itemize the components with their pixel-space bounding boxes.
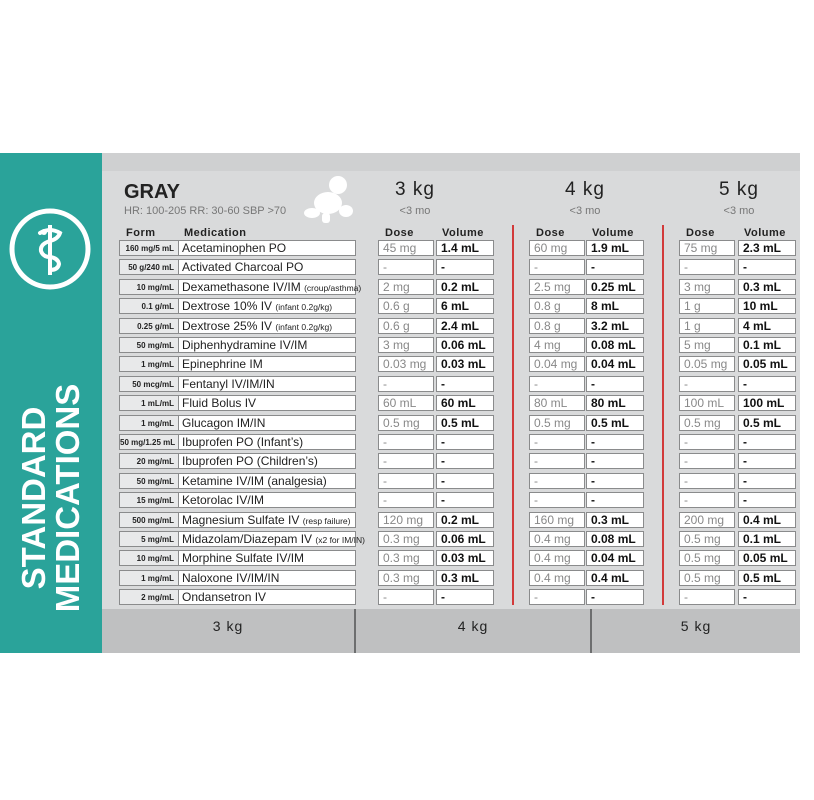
dose-cell: - xyxy=(529,376,585,392)
medication-card xyxy=(0,153,800,653)
dose-cell: 0.6 g xyxy=(378,318,434,334)
volume-cell: - xyxy=(586,259,644,275)
age-label: <3 mo xyxy=(399,205,431,217)
volume-cell: - xyxy=(436,492,494,508)
form-cell: 50 mg/1.25 mL xyxy=(119,434,179,450)
volume-cell: 80 mL xyxy=(586,395,644,411)
table-row xyxy=(0,415,800,432)
medication-cell xyxy=(178,589,356,605)
volume-cell: 0.5 mL xyxy=(436,415,494,431)
table-row xyxy=(0,259,800,276)
dose-cell: 0.5 mg xyxy=(378,415,434,431)
volume-cell: 0.08 mL xyxy=(586,531,644,547)
medication-name: Diphenhydramine IV/IM xyxy=(182,338,308,352)
dose-cell: 120 mg xyxy=(378,512,434,528)
volume-cell: - xyxy=(436,589,494,605)
footer-weight-4kg: 4 kg xyxy=(457,618,489,634)
form-cell: 0.25 g/mL xyxy=(119,318,179,334)
volume-cell: 0.2 mL xyxy=(436,279,494,295)
form-cell: 1 mg/mL xyxy=(119,415,179,431)
volume-cell: - xyxy=(586,376,644,392)
medication-name: Magnesium Sulfate IV xyxy=(182,512,300,527)
form-cell: 0.1 g/mL xyxy=(119,298,179,314)
dose-cell: - xyxy=(529,589,585,605)
table-row xyxy=(0,492,800,509)
medication-cell xyxy=(178,376,356,392)
table-row xyxy=(0,318,800,335)
volume-cell: - xyxy=(436,376,494,392)
volume-cell: 0.3 mL xyxy=(738,279,796,295)
volume-cell: 0.03 mL xyxy=(436,356,494,372)
dose-cell: - xyxy=(378,453,434,469)
volume-cell: 0.03 mL xyxy=(436,550,494,566)
dose-cell: 160 mg xyxy=(529,512,585,528)
medication-cell xyxy=(178,453,356,469)
volume-cell: - xyxy=(738,453,796,469)
medication-cell xyxy=(178,298,356,314)
dose-header: Dose xyxy=(686,227,715,239)
dose-cell: - xyxy=(679,492,735,508)
volume-cell: 100 mL xyxy=(738,395,796,411)
dose-cell: 0.05 mg xyxy=(679,356,735,372)
volume-cell: - xyxy=(586,589,644,605)
table-row xyxy=(0,589,800,606)
form-cell: 1 mg/mL xyxy=(119,356,179,372)
form-cell: 50 mg/mL xyxy=(119,473,179,489)
form-cell: 5 mg/mL xyxy=(119,531,179,547)
medication-name: Ibuprofen PO (Children’s) xyxy=(182,454,318,469)
volume-cell: - xyxy=(436,453,494,469)
medication-name: Fentanyl IV/IM/IN xyxy=(182,376,275,391)
medication-note: (infant 0.2g/kg) xyxy=(275,302,333,313)
table-row xyxy=(0,279,800,296)
dose-cell: 0.8 g xyxy=(529,318,585,334)
footer-weight-3kg: 3 kg xyxy=(212,618,244,634)
medication-note: (x2 for IM/IN) xyxy=(315,535,365,545)
dose-cell: 100 mL xyxy=(679,395,735,411)
dose-cell: - xyxy=(679,473,735,489)
volume-cell: 0.1 mL xyxy=(738,531,796,547)
dose-cell: 1 g xyxy=(679,318,735,334)
medication-name: Acetaminophen PO xyxy=(182,241,287,255)
header-band xyxy=(102,153,800,171)
dose-cell: 0.03 mg xyxy=(378,356,434,372)
medication-name: Ketamine IV/IM (analgesia) xyxy=(182,473,327,488)
form-cell: 1 mg/mL xyxy=(119,570,179,586)
dose-cell: - xyxy=(529,473,585,489)
dose-cell: - xyxy=(378,259,434,275)
medication-cell xyxy=(178,279,362,295)
medication-name: Dextrose 25% IV xyxy=(182,318,273,333)
medication-cell xyxy=(178,570,356,586)
dose-cell: 45 mg xyxy=(378,240,434,256)
volume-cell: - xyxy=(436,259,494,275)
medication-cell xyxy=(178,473,356,489)
form-cell: 50 mg/mL xyxy=(119,337,179,353)
form-cell: 15 mg/mL xyxy=(119,492,179,508)
dose-cell: - xyxy=(529,453,585,469)
form-cell: 1 mL/mL xyxy=(119,395,179,411)
volume-cell: - xyxy=(738,259,796,275)
medication-cell xyxy=(178,395,356,411)
medication-name: Ondansetron IV xyxy=(182,590,267,605)
medication-cell xyxy=(178,531,365,547)
age-label: <3 mo xyxy=(569,205,601,217)
table-row xyxy=(0,453,800,470)
table-row xyxy=(0,550,800,567)
volume-cell: 0.4 mL xyxy=(586,570,644,586)
volume-cell: 6 mL xyxy=(436,298,494,314)
volume-cell: 4 mL xyxy=(738,318,796,334)
volume-cell: 0.5 mL xyxy=(738,415,796,431)
volume-cell: - xyxy=(586,434,644,450)
medication-note: (croup/asthma) xyxy=(304,282,362,293)
medication-name: Fluid Bolus IV xyxy=(182,396,257,411)
form-cell: 160 mg/5 mL xyxy=(119,240,179,256)
volume-cell: - xyxy=(738,492,796,508)
dose-cell: 4 mg xyxy=(529,337,585,353)
dose-cell: - xyxy=(679,434,735,450)
medication-cell xyxy=(178,259,356,275)
volume-cell: 0.04 mL xyxy=(586,550,644,566)
dose-cell: 0.4 mg xyxy=(529,570,585,586)
dose-cell: 0.6 g xyxy=(378,298,434,314)
medication-cell xyxy=(178,356,356,372)
volume-cell: 0.05 mL xyxy=(738,356,796,372)
volume-cell: 8 mL xyxy=(586,298,644,314)
volume-cell: 0.1 mL xyxy=(738,337,796,353)
volume-cell: - xyxy=(436,434,494,450)
volume-cell: 1.4 mL xyxy=(436,240,494,256)
weight-label: 5 kg xyxy=(719,179,759,200)
dose-cell: - xyxy=(679,376,735,392)
medication-name: Morphine Sulfate IV/IM xyxy=(182,551,305,566)
volume-cell: - xyxy=(436,473,494,489)
footer-bar xyxy=(102,609,800,653)
medication-cell xyxy=(178,415,356,431)
volume-cell: 0.25 mL xyxy=(586,279,644,295)
dose-cell: 200 mg xyxy=(679,512,735,528)
vitals-text: HR: 100-205 RR: 30-60 SBP >70 xyxy=(124,205,287,217)
table-row xyxy=(0,473,800,490)
form-cell: 50 mcg/mL xyxy=(119,376,179,392)
medication-name: Ibuprofen PO (Infant’s) xyxy=(182,435,304,449)
medication-name: Midazolam/Diazepam IV xyxy=(182,532,313,546)
footer-weight-5kg: 5 kg xyxy=(680,618,712,634)
form-cell: 500 mg/mL xyxy=(119,512,179,528)
dose-cell: 0.3 mg xyxy=(378,570,434,586)
medication-name: Epinephrine IM xyxy=(182,357,263,372)
form-cell: 20 mg/mL xyxy=(119,453,179,469)
volume-cell: 2.3 mL xyxy=(738,240,796,256)
dose-cell: - xyxy=(529,434,585,450)
dose-cell: - xyxy=(378,492,434,508)
weight-header-3kg xyxy=(340,179,490,217)
dose-cell: - xyxy=(529,492,585,508)
age-label: <3 mo xyxy=(723,205,755,217)
medication-note: (resp failure) xyxy=(302,515,351,526)
volume-cell: 0.06 mL xyxy=(436,337,494,353)
volume-cell: - xyxy=(738,434,796,450)
dose-cell: - xyxy=(378,589,434,605)
medication-cell xyxy=(178,492,356,508)
table-row xyxy=(0,240,800,257)
form-cell: 2 mg/mL xyxy=(119,589,179,605)
dose-cell: - xyxy=(378,434,434,450)
dose-cell: 0.3 mg xyxy=(378,531,434,547)
table-row xyxy=(0,395,800,412)
dose-header: Dose xyxy=(536,227,565,239)
medication-cell xyxy=(178,318,356,334)
dose-cell: 3 mg xyxy=(679,279,735,295)
volume-cell: 0.3 mL xyxy=(586,512,644,528)
weight-header-5kg xyxy=(664,179,814,217)
dose-cell: 60 mg xyxy=(529,240,585,256)
dose-cell: 2.5 mg xyxy=(529,279,585,295)
medication-cell xyxy=(178,434,356,450)
volume-cell: - xyxy=(586,473,644,489)
volume-header: Volume xyxy=(442,227,484,239)
table-row xyxy=(0,434,800,451)
dose-cell: 0.8 g xyxy=(529,298,585,314)
volume-cell: 3.2 mL xyxy=(586,318,644,334)
volume-cell: 0.5 mL xyxy=(586,415,644,431)
volume-cell: 0.04 mL xyxy=(586,356,644,372)
dose-cell: 0.04 mg xyxy=(529,356,585,372)
dose-cell: 2 mg xyxy=(378,279,434,295)
medication-note: (infant 0.2g/kg) xyxy=(275,321,333,332)
zone-title: GRAY xyxy=(124,181,180,203)
volume-cell: - xyxy=(738,589,796,605)
dose-cell: 0.5 mg xyxy=(679,531,735,547)
medication-name: Dextrose 10% IV xyxy=(182,299,273,314)
volume-cell: 0.5 mL xyxy=(738,570,796,586)
volume-cell: 0.08 mL xyxy=(586,337,644,353)
dose-cell: 0.5 mg xyxy=(679,570,735,586)
volume-cell: 0.05 mL xyxy=(738,550,796,566)
dose-cell: - xyxy=(529,259,585,275)
volume-cell: - xyxy=(738,473,796,489)
table-row xyxy=(0,531,800,548)
dose-cell: 1 g xyxy=(679,298,735,314)
medication-name: Activated Charcoal PO xyxy=(182,260,304,275)
weight-label: 3 kg xyxy=(395,179,435,200)
sidebar-title-line2: MEDICATIONS xyxy=(49,383,86,613)
table-row xyxy=(0,298,800,315)
table-row xyxy=(0,512,800,529)
dose-cell: 60 mL xyxy=(378,395,434,411)
form-cell: 50 g/240 mL xyxy=(119,259,179,275)
volume-cell: 0.3 mL xyxy=(436,570,494,586)
medication-cell xyxy=(178,512,356,528)
dose-cell: 0.5 mg xyxy=(679,550,735,566)
medication-name: Dexamethasone IV/IM xyxy=(182,279,301,294)
dose-cell: - xyxy=(679,453,735,469)
volume-cell: 1.9 mL xyxy=(586,240,644,256)
form-header: Form xyxy=(126,227,156,239)
dose-cell: - xyxy=(679,259,735,275)
medication-header: Medication xyxy=(184,227,247,239)
dose-header: Dose xyxy=(385,227,414,239)
dose-cell: 0.5 mg xyxy=(529,415,585,431)
volume-cell: 60 mL xyxy=(436,395,494,411)
dose-cell: 0.3 mg xyxy=(378,550,434,566)
volume-cell: - xyxy=(586,492,644,508)
volume-cell: 0.4 mL xyxy=(738,512,796,528)
dose-cell: - xyxy=(378,376,434,392)
weight-header-4kg xyxy=(510,179,660,217)
dose-cell: - xyxy=(679,589,735,605)
medication-name: Naloxone IV/IM/IN xyxy=(182,570,280,585)
dose-cell: 0.4 mg xyxy=(529,531,585,547)
volume-cell: 10 mL xyxy=(738,298,796,314)
weight-label: 4 kg xyxy=(565,179,605,200)
volume-cell: 0.2 mL xyxy=(436,512,494,528)
dose-cell: 0.4 mg xyxy=(529,550,585,566)
table-row xyxy=(0,356,800,373)
volume-cell: - xyxy=(586,453,644,469)
dose-cell: 75 mg xyxy=(679,240,735,256)
table-row xyxy=(0,337,800,354)
sidebar-title-line1: STANDARD xyxy=(15,406,52,590)
table-row xyxy=(0,376,800,393)
volume-header: Volume xyxy=(592,227,634,239)
dose-cell: 80 mL xyxy=(529,395,585,411)
volume-header: Volume xyxy=(744,227,786,239)
medication-cell xyxy=(178,337,356,353)
table-row xyxy=(0,570,800,587)
form-cell: 10 mg/mL xyxy=(119,550,179,566)
dose-cell: 3 mg xyxy=(378,337,434,353)
form-cell: 10 mg/mL xyxy=(119,279,179,295)
volume-cell: 2.4 mL xyxy=(436,318,494,334)
dose-cell: 0.5 mg xyxy=(679,415,735,431)
dose-cell: - xyxy=(378,473,434,489)
volume-cell: - xyxy=(738,376,796,392)
medication-cell xyxy=(178,550,356,566)
dose-cell: 5 mg xyxy=(679,337,735,353)
medication-name: Ketorolac IV/IM xyxy=(182,493,265,508)
medication-name: Glucagon IM/IN xyxy=(182,415,266,430)
medication-cell xyxy=(178,240,356,256)
volume-cell: 0.06 mL xyxy=(436,531,494,547)
